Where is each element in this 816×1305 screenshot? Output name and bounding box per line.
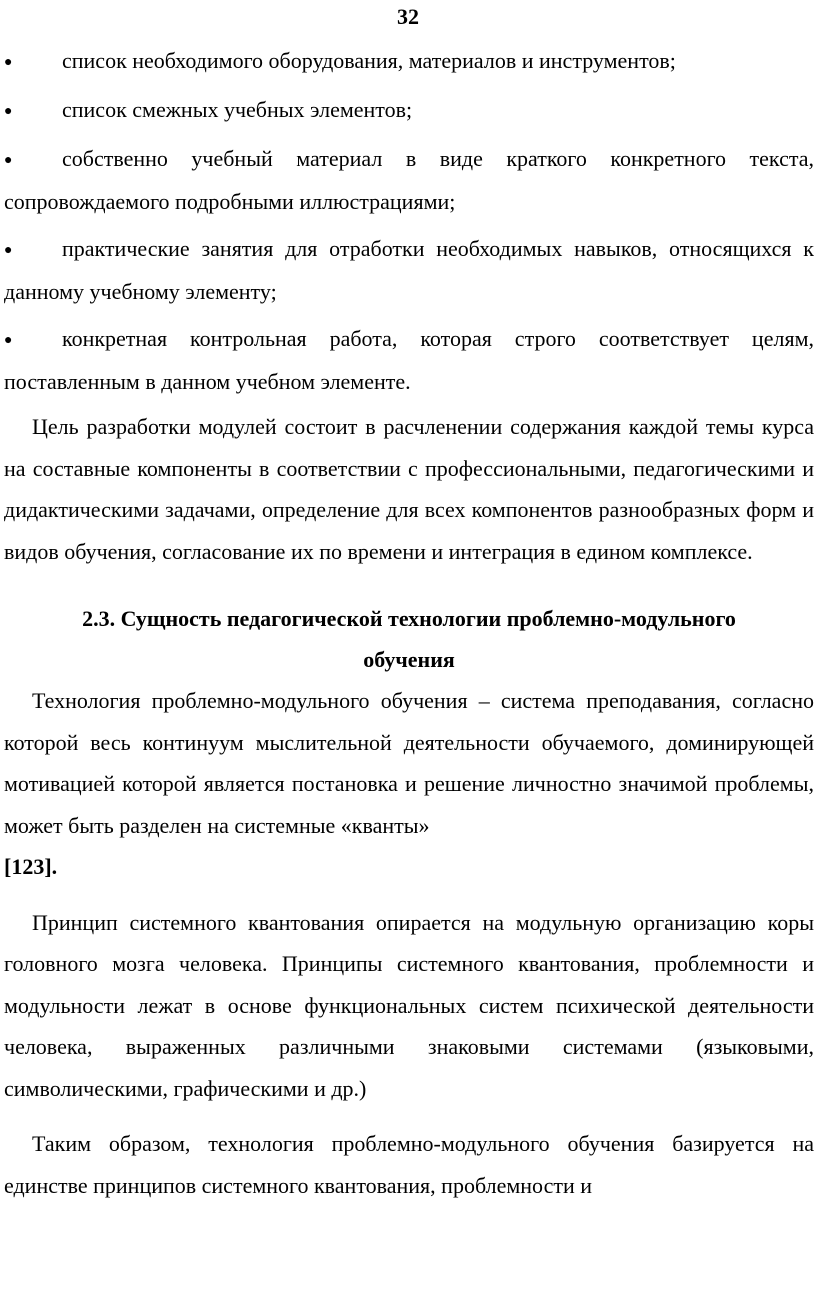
section-heading: 2.3. Сущность педагогической технологии проблемно-модульного обучения bbox=[82, 606, 736, 672]
list-item-text: собственно учебный материал в виде краткого конкретного текста, сопровождаемого подробными иллюстрациями; bbox=[4, 146, 814, 214]
list-item-text: список смежных учебных элементов; bbox=[62, 97, 413, 122]
paragraph-technology-text: Технология проблемно-модульного обучения – система преподавания, согласно которой весь континуум мыслительной деятельности обучаемого, доминирующей мотивацией которой является постановка и решение личностно значимой проблемы, может быть разделен на системные «кванты» bbox=[4, 688, 814, 838]
list-item-text: конкретная контрольная работа, которая строго соответствует целям, поставленным в данном учебном элементе. bbox=[4, 326, 814, 394]
bullet-icon: ● bbox=[4, 333, 13, 348]
bullet-icon: ● bbox=[4, 153, 13, 168]
paragraph-conclusion: Таким образом, технология проблемно-модульного обучения базируется на единстве принципов системного квантования, проблемности и bbox=[4, 1131, 814, 1198]
page-number: 32 bbox=[397, 4, 419, 29]
paragraph-quantization-principle: Принцип системного квантования опирается на модульную организацию коры головного мозга человека. Принципы системного квантования, проблемности и модульности лежат в основе функциональных систем психической деятельности человека, выраженных различными знаковыми системами (языковыми, символическими, графическими и др.) bbox=[4, 909, 814, 1101]
citation-reference: [123]. bbox=[4, 854, 58, 879]
list-item bbox=[4, 318, 814, 402]
list-item-text: практические занятия для отработки необходимых навыков, относящихся к данному учебному элементу; bbox=[4, 236, 814, 304]
paragraph-module-goal: Цель разработки модулей состоит в расчленении содержания каждой темы курса на составные компоненты в соответствии с профессиональными, педагогическими и дидактическими задачами, определение для всех компонентов разнообразных форм и видов обучения, согласование их по времени и интеграция в едином комплексе. bbox=[4, 414, 814, 564]
list-item bbox=[4, 40, 814, 83]
page-content bbox=[4, 40, 814, 1206]
paragraph-technology-definition bbox=[4, 680, 814, 888]
bullet-icon: ● bbox=[4, 104, 13, 119]
list-item-text: список необходимого оборудования, материалов и инструментов; bbox=[62, 48, 676, 73]
list-item bbox=[4, 89, 814, 132]
list-item bbox=[4, 138, 814, 222]
bullet-icon: ● bbox=[4, 243, 13, 258]
bullet-icon: ● bbox=[4, 55, 13, 70]
list-item bbox=[4, 228, 814, 312]
